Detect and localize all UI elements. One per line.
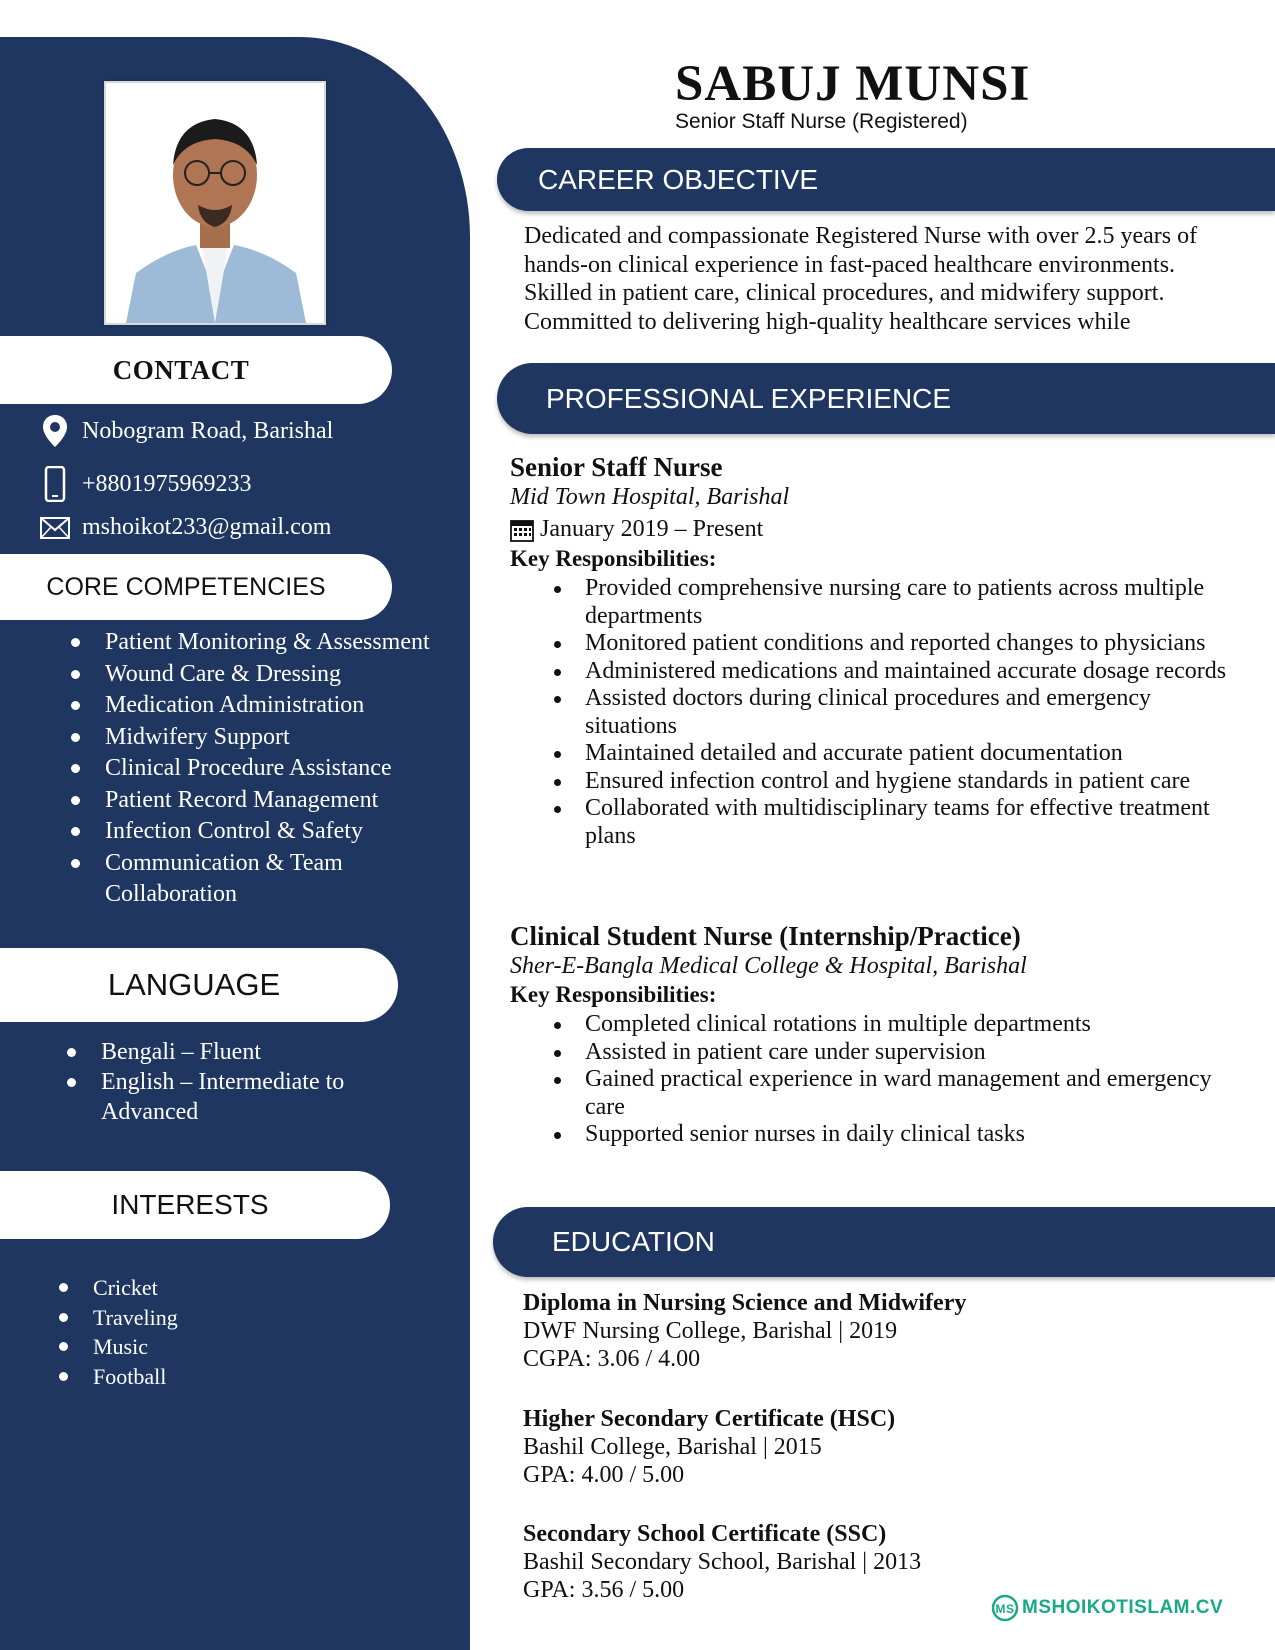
degree-title: Secondary School Certificate (SSC) [523,1521,887,1547]
grade: CGPA: 3.06 / 4.00 [523,1346,701,1372]
competencies-heading: CORE COMPETENCIES [0,554,392,620]
education-entry [523,1289,966,1373]
school-name: Bashil College, Barishal | 2015 [523,1434,822,1460]
responsibilities-label: Key Responsibilities: [510,546,717,571]
brand-watermark: MS MSHOIKOTISLAM.CV [990,1593,1223,1623]
candidate-role: Senior Staff Nurse (Registered) [675,110,968,133]
responsibilities-list [585,1011,1245,1149]
email-text: mshoikot233@gmail.com [82,514,332,540]
location-pin-icon [38,414,72,448]
contact-heading: CONTACT [0,336,392,404]
list-item: Wound Care & Dressing [105,659,455,691]
language-heading: LANGUAGE [0,948,398,1022]
calendar-icon [510,518,534,542]
list-item: Ensured infection control and hygiene standards in patient care [585,768,1245,796]
phone-icon [38,466,72,502]
list-item: Midwifery Support [105,722,455,754]
profile-photo [104,81,326,325]
education-entry [523,1405,895,1489]
list-item: Provided comprehensive nursing care to patients across multiple departments [585,575,1245,630]
job-title: Senior Staff Nurse [510,452,723,482]
education-heading: EDUCATION [493,1207,1275,1277]
grade: GPA: 3.56 / 5.00 [523,1577,685,1603]
responsibilities-label: Key Responsibilities: [510,982,717,1007]
list-item: English – Intermediate to Advanced [101,1067,381,1127]
date-text: January 2019 – Present [540,516,764,542]
contact-address [38,414,333,448]
school-name: Bashil Secondary School, Barishal | 2013 [523,1549,922,1575]
experience-heading: PROFESSIONAL EXPERIENCE [497,363,1275,434]
mail-icon [38,517,72,539]
interests-heading: INTERESTS [0,1171,390,1239]
list-item: Traveling [93,1303,343,1333]
list-item: Gained practical experience in ward management and emergency care [585,1066,1245,1121]
degree-title: Higher Secondary Certificate (HSC) [523,1406,896,1432]
objective-heading: CAREER OBJECTIVE [497,148,1275,211]
list-item: Completed clinical rotations in multiple departments [585,1011,1245,1039]
phone-text: +8801975969233 [82,470,252,497]
objective-text: Dedicated and compassionate Registered Nurse with over 2.5 years of hands-on clinical experience in fast-paced healthcare environments. Skilled in patient care, clinical procedures, and midwifery support. Committed to delivering high-quality healthcare services while [524,223,1198,335]
candidate-name: SABUJ MUNSI [675,56,1031,112]
list-item: Monitored patient conditions and reported changes to physicians [585,630,1245,658]
list-item: Communication & Team Collaboration [105,848,365,911]
interests-list [93,1273,343,1391]
job-date [510,516,763,543]
contact-phone [38,466,252,502]
job-organization: Sher-E-Bangla Medical College & Hospital, Barishal [510,953,1027,979]
list-item: Assisted doctors during clinical procedures and emergency situations [585,685,1245,740]
list-item: Collaborated with multidisciplinary teams for effective treatment plans [585,795,1245,850]
list-item: Maintained detailed and accurate patient documentation [585,740,1245,768]
list-item: Music [93,1332,343,1362]
address-text: Nobogram Road, Barishal [82,417,334,444]
school-name: DWF Nursing College, Barishal | 2019 [523,1318,898,1344]
svg-text:MS: MS [995,1602,1015,1616]
job-organization: Mid Town Hospital, Barishal [510,484,790,510]
list-item: Cricket [93,1273,343,1303]
list-item: Infection Control & Safety [105,816,455,848]
list-item: Football [93,1362,343,1392]
ms-logo-icon [990,1593,1020,1623]
degree-title: Diploma in Nursing Science and Midwifery [523,1290,967,1316]
list-item: Patient Monitoring & Assessment [105,627,455,659]
grade: GPA: 4.00 / 5.00 [523,1462,685,1488]
list-item: Assisted in patient care under supervision [585,1039,1245,1067]
competencies-list [105,627,455,911]
list-item: Clinical Procedure Assistance [105,753,455,785]
list-item: Bengali – Fluent [101,1037,381,1067]
education-entry [523,1520,921,1604]
list-item: Patient Record Management [105,785,455,817]
language-list [101,1037,381,1127]
job-title: Clinical Student Nurse (Internship/Practice) [510,921,1021,951]
list-item: Medication Administration [105,690,455,722]
responsibilities-list [585,575,1245,850]
list-item: Administered medications and maintained accurate dosage records [585,658,1245,686]
contact-email [38,514,331,541]
list-item: Supported senior nurses in daily clinical tasks [585,1121,1245,1149]
